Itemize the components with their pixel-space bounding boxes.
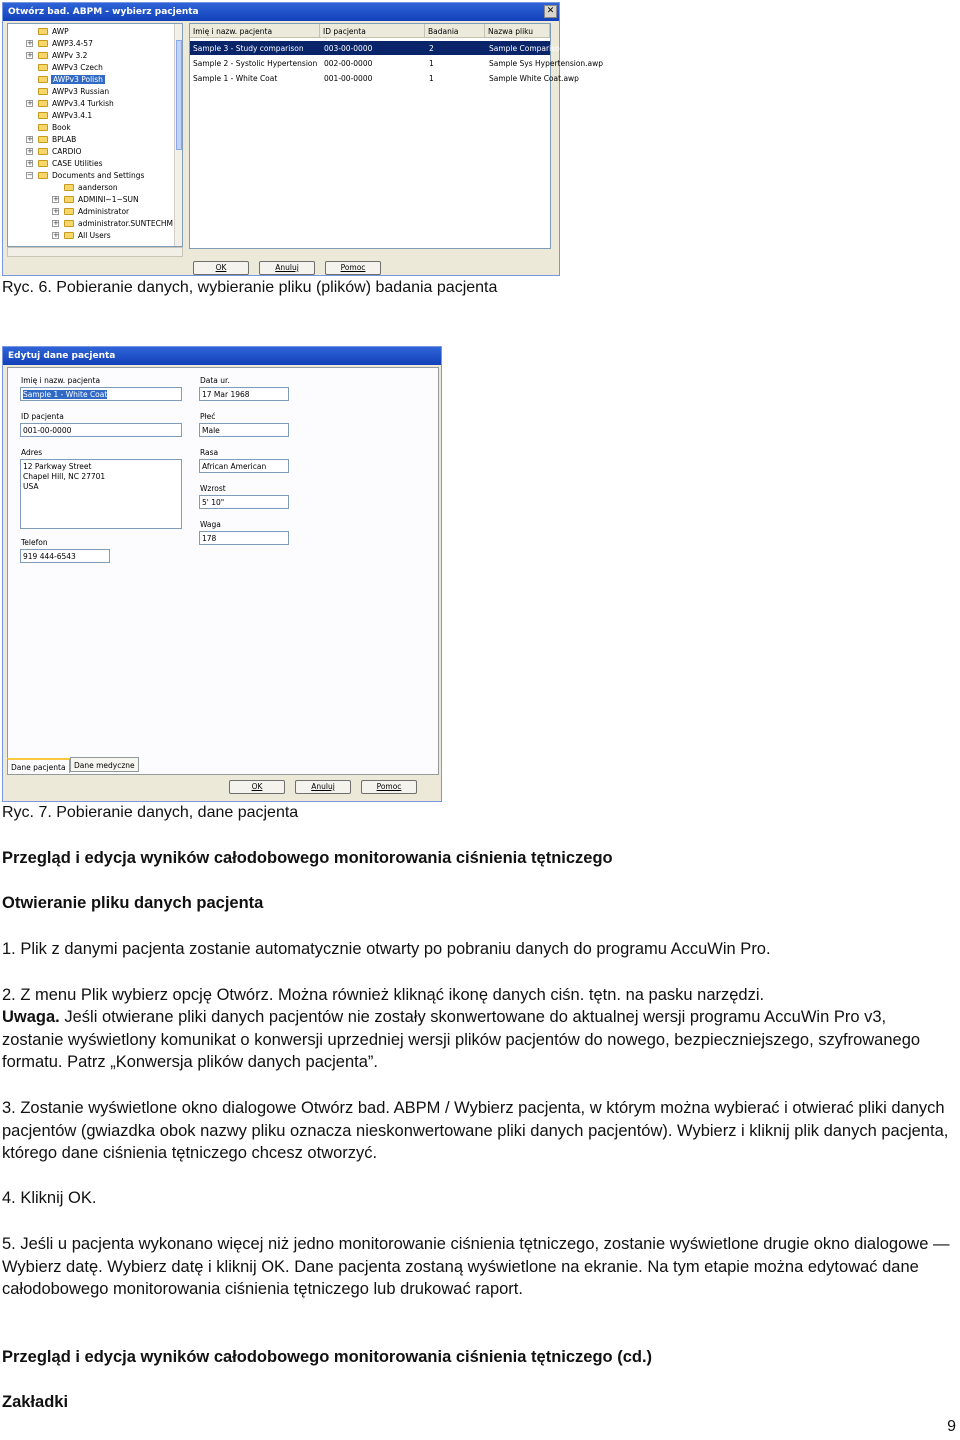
note-label: Uwaga.	[2, 1008, 60, 1026]
folder-icon	[64, 208, 74, 215]
table-row[interactable]: Sample 2 - Systolic Hypertension 002-00-0000 1 Sample Sys Hypertension.awp	[193, 59, 604, 68]
dob-field[interactable]: 17 Mar 1968	[199, 387, 289, 401]
help-button[interactable]: Pomoc	[325, 261, 381, 275]
folder-icon	[38, 148, 48, 155]
step-1: 1. Plik z danymi pacjenta zostanie automatycznie otwarty po pobraniu danych do programu AccuWin Pro.	[2, 940, 771, 958]
ok-button[interactable]: OK	[193, 261, 249, 275]
expand-icon[interactable]: +	[53, 195, 59, 203]
cancel-button[interactable]: Anuluj	[259, 261, 315, 275]
open-folder-icon	[38, 76, 48, 83]
patient-list[interactable]	[189, 23, 604, 249]
folder-icon	[38, 100, 48, 107]
expand-icon[interactable]: +	[53, 207, 59, 215]
expand-icon[interactable]: +	[53, 231, 59, 239]
phone-field[interactable]: 919 444-6543	[20, 549, 110, 563]
figure-7-caption: Ryc. 7. Pobieranie danych, dane pacjenta	[2, 804, 299, 821]
folder-icon	[38, 172, 48, 179]
subsection-heading-tabs: Zakładki	[2, 1393, 69, 1411]
race-field[interactable]: African American	[199, 459, 289, 473]
column-header-id[interactable]: ID pacjenta	[320, 24, 425, 38]
figure-6-caption: Ryc. 6. Pobieranie danych, wybieranie pliku (plików) badania pacjenta	[2, 279, 498, 296]
edit-dialog-titlebar	[3, 347, 441, 365]
column-header-filename[interactable]: Nazwa pliku	[485, 24, 550, 38]
address-label: Adres	[21, 448, 43, 457]
folder-icon	[38, 112, 48, 119]
note-text: Jeśli otwierane pliki danych pacjentów nie zostały skonwertowane do aktualnej wersji programu AccuWin Pro v3, zostanie wyświetlony komunikat o konwersji uprzedniej wersji plików pacjentów do nowego, bezpieczniejszego, szyfrowanego formatu. Patrz „Konwersja plików danych pacjenta”.	[2, 1008, 921, 1071]
folder-icon	[38, 40, 48, 47]
expand-icon[interactable]: +	[27, 147, 33, 155]
open-patient-dialog	[2, 2, 604, 276]
help-button[interactable]: Pomoc	[361, 780, 417, 794]
column-header-studies[interactable]: Badania	[425, 24, 485, 38]
cancel-button[interactable]: Anuluj	[295, 780, 351, 794]
edit-dialog-title: Edytuj dane pacjenta	[8, 351, 116, 361]
sex-field[interactable]: Male	[199, 423, 289, 437]
weight-field[interactable]: 178	[199, 531, 289, 545]
table-row[interactable]: Sample 1 - White Coat 001-00-0000 1 Sample White Coat.awp	[193, 74, 579, 83]
step-3: 3. Zostanie wyświetlone okno dialogowe Otwórz bad. ABPM / Wybierz pacjenta, w którym można wybierać i otwierać pliki danych pacjentów (gwiazdka obok nazwy pliku oznacza nieskonwertowane pliki danych pacjentów). Wybierz i kliknij plik danych pacjenta, którego dane ciśnienia tętniczego chcesz otworzyć.	[2, 1099, 949, 1162]
folder-icon	[38, 136, 48, 143]
expand-icon[interactable]: +	[53, 219, 59, 227]
folder-icon	[64, 220, 74, 227]
folder-icon	[64, 196, 74, 203]
section-heading-continued: Przegląd i edycja wyników całodobowego monitorowania ciśnienia tętniczego (cd.)	[2, 1348, 653, 1366]
close-icon[interactable]: ✕	[544, 5, 557, 18]
expand-icon[interactable]: +	[27, 39, 33, 47]
address-field[interactable]: 12 Parkway Street Chapel Hill, NC 27701 USA	[20, 459, 182, 529]
height-label: Wzrost	[200, 484, 226, 493]
scroll-thumb[interactable]	[176, 40, 182, 150]
folder-icon	[38, 88, 48, 95]
tab-patient-data[interactable]: Dane pacjenta	[7, 758, 70, 773]
race-label: Rasa	[200, 448, 219, 457]
folder-icon	[38, 124, 48, 131]
ok-button[interactable]: OK	[229, 780, 285, 794]
tree-horizontal-scrollbar[interactable]	[7, 247, 183, 257]
note-paragraph	[2, 1006, 952, 1074]
expand-icon[interactable]: +	[27, 135, 33, 143]
folder-icon	[38, 52, 48, 59]
id-label: ID pacjenta	[21, 412, 64, 421]
folder-icon	[38, 160, 48, 167]
folder-icon	[64, 184, 74, 191]
page-number: 9	[947, 1418, 956, 1435]
column-header-name[interactable]: Imię i nazw. pacjenta	[190, 24, 320, 38]
folder-tree[interactable]: AWP + AWP3.4-57 + AWPv 3.2 AWPv3 Czech AWPv3 Polish AWPv3 Russian + AWPv3.4 Turkish AWPv3.4.1 Book + BPLAB + CARDIO + CASE Utilities − Documents and Settings aanderson + ADMINI~1~SUN + Administrator + administrator.SUNTECHM + All Users	[7, 23, 183, 247]
open-dialog-titlebar	[3, 3, 559, 21]
edit-patient-dialog	[2, 346, 442, 802]
subsection-heading: Otwieranie pliku danych pacjenta	[2, 894, 264, 912]
height-field[interactable]: 5' 10"	[199, 495, 289, 509]
phone-label: Telefon	[21, 538, 48, 547]
dob-label: Data ur.	[200, 376, 230, 385]
step-4: 4. Kliknij OK.	[2, 1189, 97, 1207]
folder-icon	[38, 64, 48, 71]
open-dialog-title: Otwórz bad. ABPM - wybierz pacjenta	[8, 7, 199, 17]
name-field[interactable]: Sample 1 - White Coat	[20, 387, 182, 401]
name-label: Imię i nazw. pacjenta	[21, 376, 101, 385]
expand-icon[interactable]: +	[27, 99, 33, 107]
expand-icon[interactable]: +	[27, 159, 33, 167]
tree-scrollbar[interactable]	[174, 24, 182, 246]
expand-icon[interactable]: +	[27, 51, 33, 59]
id-field[interactable]: 001-00-0000	[20, 423, 182, 437]
collapse-icon[interactable]: −	[27, 171, 33, 179]
sex-label: Płeć	[200, 412, 216, 421]
section-heading: Przegląd i edycja wyników całodobowego monitorowania ciśnienia tętniczego	[2, 849, 613, 867]
table-row-selected[interactable]: Sample 3 - Study comparison 003-00-0000 2 Sample Comparison.awp	[190, 41, 550, 55]
tab-medical-data[interactable]: Dane medyczne	[70, 757, 139, 772]
step-2: 2. Z menu Plik wybierz opcję Otwórz. Można również kliknąć ikonę danych ciśn. tętn. na pasku narzędzi.	[2, 986, 765, 1004]
weight-label: Waga	[200, 520, 221, 529]
folder-icon	[64, 232, 74, 239]
step-5: 5. Jeśli u pacjenta wykonano więcej niż jedno monitorowanie ciśnienia tętniczego, zostanie wyświetlone drugie okno dialogowe — Wybierz datę. Wybierz datę i kliknij OK. Dane pacjenta zostaną wyświetlone na ekranie. Na tym etapie można edytować dane całodobowego monitorowania ciśnienia tętniczego lub drukować raport.	[2, 1235, 950, 1298]
folder-icon	[38, 28, 48, 35]
